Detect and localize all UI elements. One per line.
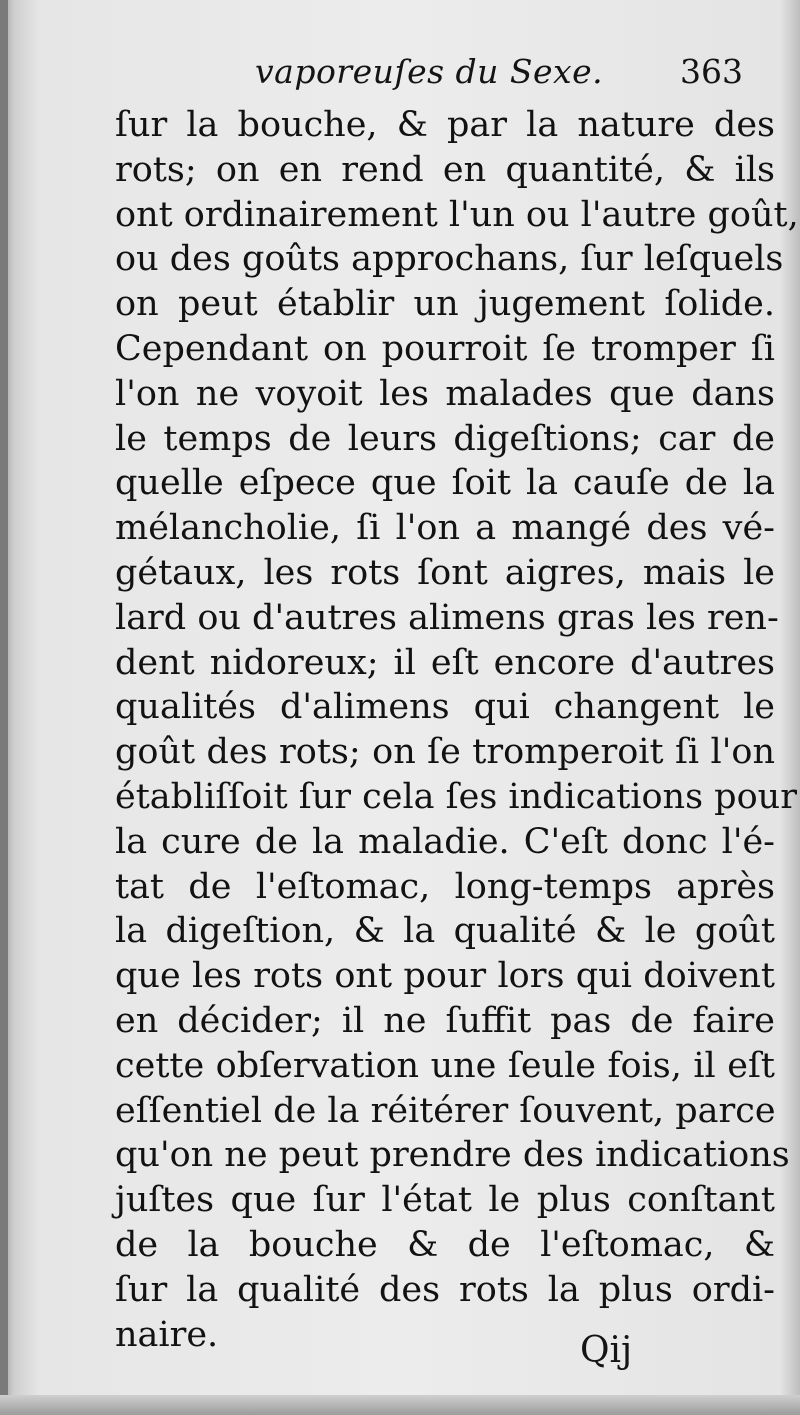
text-line: quelle eſpece que ſoit la cauſe de la [115,463,775,504]
text-line: qualités d'alimens qui changent le [115,687,775,728]
text-line: la digeſtion, & la qualité & le goût [115,911,775,952]
page-number: 363 [680,52,743,91]
text-line: mélancholie, ſi l'on a mangé des vé- [115,508,775,549]
text-line: ſur la bouche, & par la nature des [115,105,775,145]
text-line: on peut établir un jugement ſolide. [115,284,775,325]
text-line: ou des goûts approchans, ſur leſquels [115,239,784,280]
text-line: ont ordinairement l'un ou l'autre goût, [115,194,799,235]
text-line: en décider; il ne ſuffit pas de faire [115,1000,775,1041]
text-line: dent nidoreux; il eſt encore d'autres [115,642,775,683]
text-line: l'on ne voyoit les malades que dans [115,373,775,414]
text-line: gétaux, les rots ſont aigres, mais le [115,552,775,593]
text-line: qu'on ne peut prendre des indications [115,1135,790,1176]
text-line: la cure de la maladie. C'eſt donc l'é- [115,821,775,862]
running-title: vaporeuſes du Sexe. [255,52,604,91]
text-line: eſſentiel de la réitérer ſouvent, parce [115,1090,776,1131]
text-line: rots; on en rend en quantité, & ils [115,149,775,190]
text-line: de la bouche & de l'eſtomac, & [115,1224,775,1265]
body-text [115,103,799,1357]
text-line: juſtes que ſur l'état le plus conſtant [115,1180,775,1221]
text-line: que les rots ont pour lors qui doivent [115,956,775,997]
page-bottom-edge [0,1395,800,1415]
signature-mark: Qij [580,1330,633,1371]
text-line: goût des rots; on ſe tromperoit ſi l'on [115,732,775,773]
text-line: tat de l'eſtomac, long-temps après [115,866,775,907]
text-line: Cependant on pourroit ſe tromper ſi [115,328,775,369]
page-spine-shadow [0,0,8,1415]
text-line: ſur la qualité des rots la plus ordi- [115,1269,775,1310]
text-line: le temps de leurs digeſtions; car de [115,418,775,459]
text-line: cette obſervation une ſeule fois, il eſt [115,1045,775,1086]
text-line: lard ou d'autres alimens gras les ren- [115,597,779,638]
text-line: établiſſoit ſur cela ſes indications pour [115,776,797,817]
text-line: naire. [115,1314,219,1355]
